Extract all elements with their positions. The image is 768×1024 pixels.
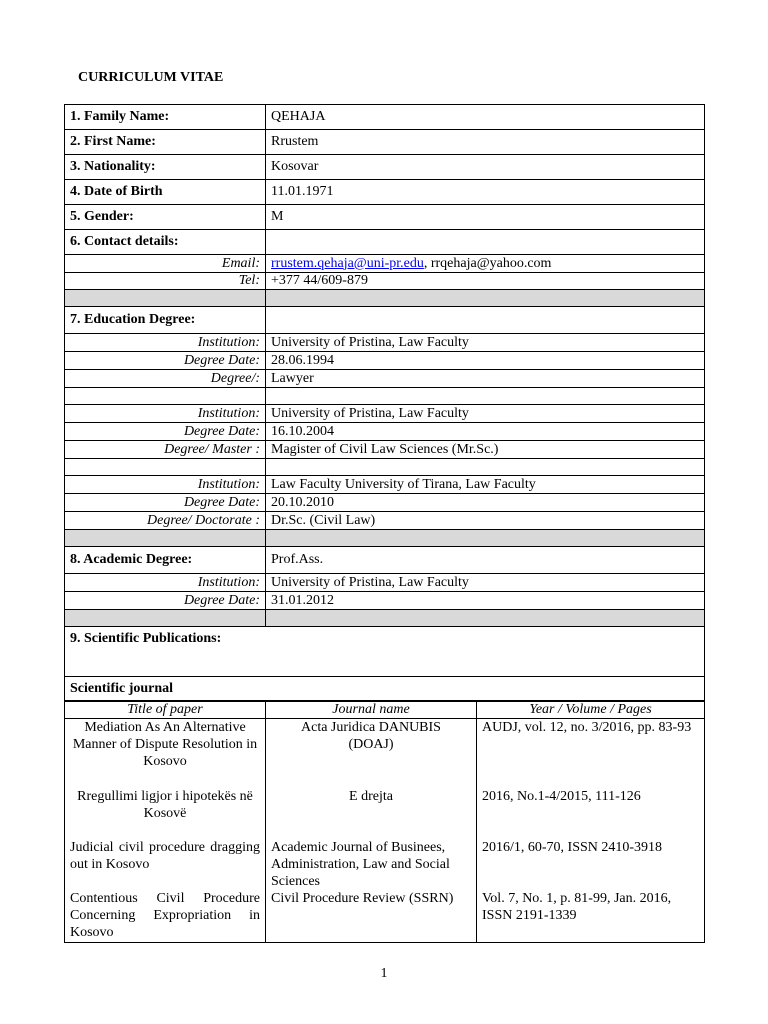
dob-value: 11.01.1971 xyxy=(266,180,705,205)
edu3-date-label: Degree Date: xyxy=(65,494,266,512)
edu1-institution-label: Institution: xyxy=(65,334,266,352)
publication-title: Mediation As An Alternative Manner of Dispute Resolution in Kosovo xyxy=(65,719,266,788)
publication-row xyxy=(65,890,705,943)
academic-label: 8. Academic Degree: xyxy=(65,547,266,574)
dob-label: 4. Date of Birth xyxy=(65,180,266,205)
publication-title: Rregullimi ligjor i hipotekës në Kosovë xyxy=(65,788,266,839)
academic-institution-value: University of Pristina, Law Faculty xyxy=(266,574,705,592)
header-journal: Journal name xyxy=(266,701,477,719)
edu2-institution-row xyxy=(65,405,705,423)
publications-header-row xyxy=(65,627,705,677)
tel-row xyxy=(65,273,705,290)
gender-value: M xyxy=(266,205,705,230)
publication-details: 2016, No.1-4/2015, 111-126 xyxy=(477,788,705,839)
tel-value: +377 44/609-879 xyxy=(266,273,705,290)
first-name-value: Rrustem xyxy=(266,130,705,155)
spacer-row xyxy=(65,459,705,476)
contact-label: 6. Contact details: xyxy=(65,230,266,255)
family-name-value: QEHAJA xyxy=(266,105,705,130)
academic-institution-label: Institution: xyxy=(65,574,266,592)
education-label: 7. Education Degree: xyxy=(65,307,266,334)
edu2-institution-label: Institution: xyxy=(65,405,266,423)
edu1-date-label: Degree Date: xyxy=(65,352,266,370)
edu1-institution-value: University of Pristina, Law Faculty xyxy=(266,334,705,352)
academic-institution-row xyxy=(65,574,705,592)
publications-label: 9. Scientific Publications: xyxy=(65,627,705,677)
spacer-row xyxy=(65,388,705,405)
edu1-date-row xyxy=(65,352,705,370)
edu1-degree-value: Lawyer xyxy=(266,370,705,388)
first-name-label: 2. First Name: xyxy=(65,130,266,155)
education-header-row xyxy=(65,307,705,334)
journal-section-label: Scientific journal xyxy=(65,677,705,702)
separator-row xyxy=(65,530,705,547)
separator-row xyxy=(65,610,705,627)
edu1-degree-label: Degree/: xyxy=(65,370,266,388)
academic-date-label: Degree Date: xyxy=(65,592,266,610)
publication-title: Judicial civil procedure dragging out in Kosovo xyxy=(65,839,266,890)
edu1-degree-row xyxy=(65,370,705,388)
email-label: Email: xyxy=(65,255,266,273)
contact-empty xyxy=(266,230,705,255)
publication-journal: Acta Juridica DANUBIS (DOAJ) xyxy=(266,719,477,788)
edu3-date-row xyxy=(65,494,705,512)
family-name-label: 1. Family Name: xyxy=(65,105,266,130)
edu2-institution-value: University of Pristina, Law Faculty xyxy=(266,405,705,423)
first-name-row xyxy=(65,130,705,155)
email-row xyxy=(65,255,705,273)
academic-date-row xyxy=(65,592,705,610)
academic-value: Prof.Ass. xyxy=(266,547,705,574)
publications-table xyxy=(64,700,705,943)
publication-journal: Academic Journal of Businees, Administration, Law and Social Sciences xyxy=(266,839,477,890)
email-value xyxy=(266,255,705,273)
publication-details: AUDJ, vol. 12, no. 3/2016, pp. 83-93 xyxy=(477,719,705,788)
edu2-degree-value: Magister of Civil Law Sciences (Mr.Sc.) xyxy=(266,441,705,459)
gender-row xyxy=(65,205,705,230)
publication-row xyxy=(65,719,705,788)
publications-header xyxy=(65,701,705,719)
edu3-degree-label: Degree/ Doctorate : xyxy=(65,512,266,530)
separator-row xyxy=(65,290,705,307)
nationality-row xyxy=(65,155,705,180)
education-empty xyxy=(266,307,705,334)
edu2-date-row xyxy=(65,423,705,441)
edu3-degree-row xyxy=(65,512,705,530)
publication-journal: Civil Procedure Review (SSRN) xyxy=(266,890,477,943)
publication-journal: E drejta xyxy=(266,788,477,839)
family-name-row xyxy=(65,105,705,130)
publication-row xyxy=(65,788,705,839)
edu3-institution-label: Institution: xyxy=(65,476,266,494)
edu2-date-value: 16.10.2004 xyxy=(266,423,705,441)
publication-title: Contentious Civil Procedure Concerning Expropriation in Kosovo xyxy=(65,890,266,943)
journal-section-row xyxy=(65,677,705,702)
header-details: Year / Volume / Pages xyxy=(477,701,705,719)
academic-date-value: 31.01.2012 xyxy=(266,592,705,610)
nationality-label: 3. Nationality: xyxy=(65,155,266,180)
edu2-date-label: Degree Date: xyxy=(65,423,266,441)
edu3-date-value: 20.10.2010 xyxy=(266,494,705,512)
edu1-date-value: 28.06.1994 xyxy=(266,352,705,370)
edu2-degree-label: Degree/ Master : xyxy=(65,441,266,459)
contact-row xyxy=(65,230,705,255)
edu1-institution-row xyxy=(65,334,705,352)
email-secondary: , rrqehaja@yahoo.com xyxy=(423,255,552,271)
edu3-institution-value: Law Faculty University of Tirana, Law Faculty xyxy=(266,476,705,494)
edu3-institution-row xyxy=(65,476,705,494)
header-title: Title of paper xyxy=(65,701,266,719)
email-link[interactable]: rrustem.qehaja@uni-pr.edu xyxy=(271,255,424,271)
edu2-degree-row xyxy=(65,441,705,459)
gender-label: 5. Gender: xyxy=(65,205,266,230)
academic-header-row xyxy=(65,547,705,574)
document-title: CURRICULUM VITAE xyxy=(78,70,224,85)
tel-label: Tel: xyxy=(65,273,266,290)
publication-row xyxy=(65,839,705,890)
publication-details: 2016/1, 60-70, ISSN 2410-3918 xyxy=(477,839,705,890)
nationality-value: Kosovar xyxy=(266,155,705,180)
page-number: 1 xyxy=(380,966,388,981)
dob-row xyxy=(65,180,705,205)
publication-details: Vol. 7, No. 1, p. 81-99, Jan. 2016, ISSN 2191-1339 xyxy=(477,890,705,943)
cv-details-table xyxy=(64,104,705,702)
edu3-degree-value: Dr.Sc. (Civil Law) xyxy=(266,512,705,530)
